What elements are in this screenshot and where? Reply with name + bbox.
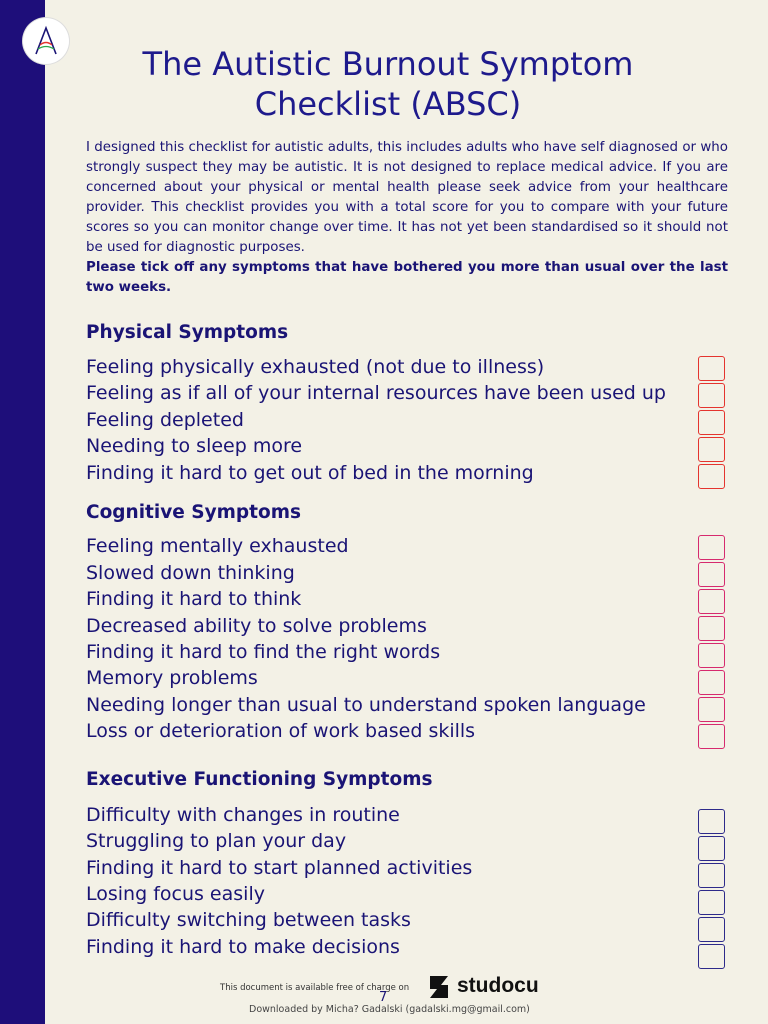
cognitive-checkbox[interactable] bbox=[698, 562, 725, 587]
cognitive-item: Slowed down thinking bbox=[86, 562, 295, 584]
footer-available-text: This document is available free of charge on bbox=[220, 983, 410, 993]
intro-instruction: Please tick off any symptoms that have bothered you more than usual over the last two weeks. bbox=[86, 260, 728, 295]
executive-heading: Executive Functioning Symptoms bbox=[86, 769, 433, 790]
cognitive-checkbox[interactable] bbox=[698, 535, 725, 560]
intro-text bbox=[86, 138, 728, 298]
physical-item: Feeling physically exhausted (not due to illness) bbox=[86, 356, 545, 378]
executive-checkbox[interactable] bbox=[698, 944, 725, 969]
physical-checkbox[interactable] bbox=[698, 437, 725, 462]
logo-icon bbox=[23, 18, 69, 64]
physical-checkbox[interactable] bbox=[698, 410, 725, 435]
physical-item: Feeling as if all of your internal resources have been used up bbox=[86, 382, 666, 404]
executive-checkbox[interactable] bbox=[698, 917, 725, 942]
executive-item: Difficulty with changes in routine bbox=[86, 804, 400, 826]
cognitive-item: Needing longer than usual to understand spoken language bbox=[86, 694, 646, 716]
executive-item: Finding it hard to start planned activities bbox=[86, 857, 473, 879]
cognitive-checkbox[interactable] bbox=[698, 697, 725, 722]
cognitive-checkbox[interactable] bbox=[698, 670, 725, 695]
page-number: 7 bbox=[379, 990, 388, 1005]
executive-item: Difficulty switching between tasks bbox=[86, 909, 411, 931]
executive-item: Finding it hard to make decisions bbox=[86, 936, 400, 958]
physical-item: Feeling depleted bbox=[86, 409, 244, 431]
physical-checkbox[interactable] bbox=[698, 383, 725, 408]
cognitive-checkbox[interactable] bbox=[698, 724, 725, 749]
executive-checkbox[interactable] bbox=[698, 809, 725, 834]
physical-checkbox[interactable] bbox=[698, 356, 725, 381]
cognitive-checkbox[interactable] bbox=[698, 643, 725, 668]
executive-checkbox[interactable] bbox=[698, 863, 725, 888]
footer-downloaded-text: Downloaded by Micha? Gadalski (gadalski.mg@gmail.com) bbox=[249, 1004, 530, 1015]
intro-paragraph: I designed this checklist for autistic adults, this includes adults who have self diagnosed or who strongly suspect they may be autistic. It is not designed to replace medical advice. If you are concerned about your physical or mental health please seek advice from your healthcare provider. This checklist provides you with a total score for you to compare with your future scores so you can monitor change over time. It has not yet been standardised so it should not be used for diagnostic purposes. bbox=[86, 140, 728, 255]
physical-item: Finding it hard to get out of bed in the morning bbox=[86, 462, 534, 484]
cognitive-checkbox[interactable] bbox=[698, 616, 725, 641]
cognitive-item: Memory problems bbox=[86, 667, 258, 689]
studocu-brand: studocu bbox=[457, 974, 539, 997]
physical-heading: Physical Symptoms bbox=[86, 322, 289, 343]
executive-item: Losing focus easily bbox=[86, 883, 265, 905]
cognitive-item: Loss or deterioration of work based skills bbox=[86, 720, 476, 742]
executive-checkbox[interactable] bbox=[698, 890, 725, 915]
executive-checkbox[interactable] bbox=[698, 836, 725, 861]
cognitive-item: Finding it hard to think bbox=[86, 588, 302, 610]
physical-item: Needing to sleep more bbox=[86, 435, 303, 457]
cognitive-item: Feeling mentally exhausted bbox=[86, 535, 349, 557]
cognitive-checkbox[interactable] bbox=[698, 589, 725, 614]
executive-item: Struggling to plan your day bbox=[86, 830, 347, 852]
cognitive-item: Decreased ability to solve problems bbox=[86, 615, 427, 637]
cognitive-heading: Cognitive Symptoms bbox=[86, 502, 302, 523]
page-title: The Autistic Burnout Symptom Checklist (ABSC) bbox=[142, 45, 634, 123]
studocu-logo[interactable] bbox=[424, 972, 552, 1002]
studocu-logo-icon bbox=[424, 972, 454, 1002]
cognitive-item: Finding it hard to find the right words bbox=[86, 641, 441, 663]
side-bar bbox=[0, 0, 45, 1024]
physical-checkbox[interactable] bbox=[698, 464, 725, 489]
